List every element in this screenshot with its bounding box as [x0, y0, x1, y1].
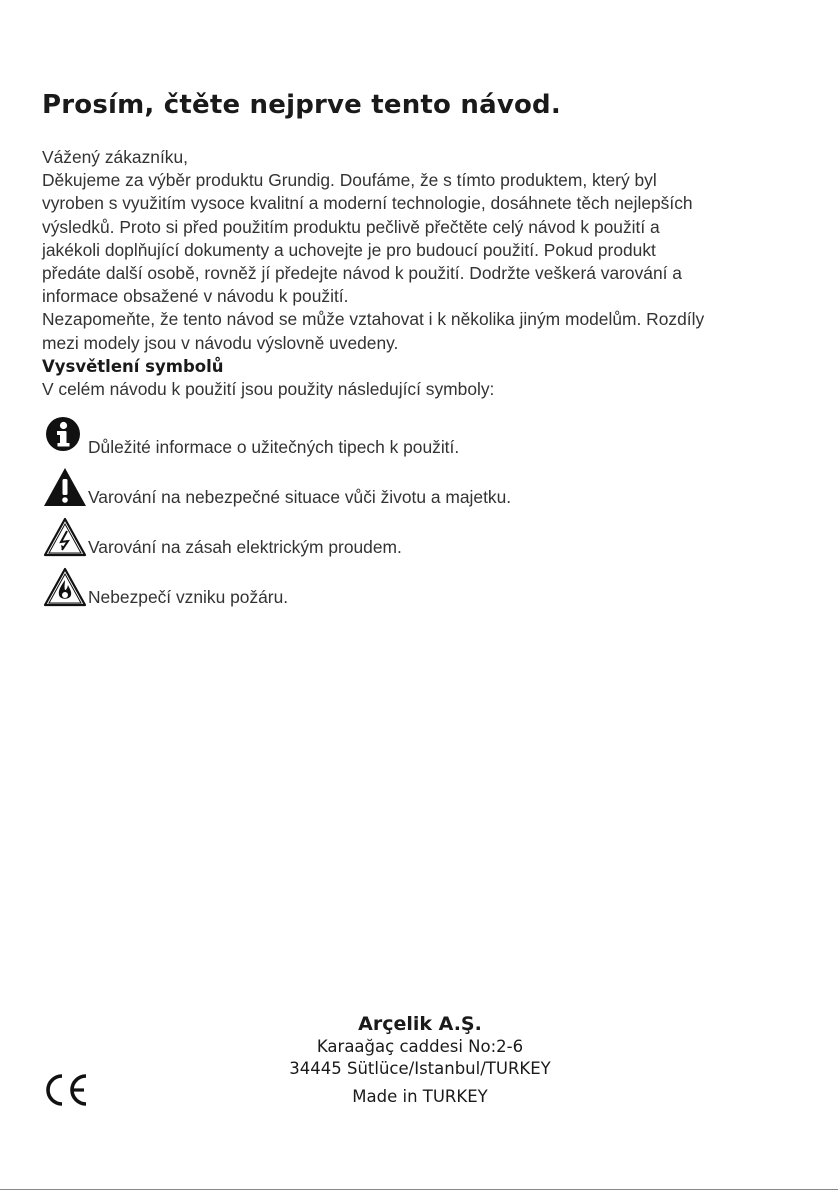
- page-title: Prosím, čtěte nejprve tento návod.: [42, 90, 561, 120]
- electric-shock-icon: [42, 516, 88, 558]
- symbol-row-warning: [42, 466, 511, 508]
- intro-paragraph: [42, 169, 802, 308]
- models-line: Nezapomeňte, že tento návod se může vztahovat i k několika jiným modelům. Rozdíly: [42, 309, 705, 330]
- models-line: mezi modely jsou v návodu výslovně uvedeny.: [42, 332, 399, 353]
- made-in: Made in TURKEY: [352, 1087, 488, 1106]
- symbol-label: Varování na nebezpečné situace vůči životu a majetku.: [88, 487, 512, 507]
- intro-line: předáte další osobě, rovněž jí předejte návod k použití. Dodržte veškerá varování a: [42, 263, 682, 284]
- intro-line: vyroben s využitím vysoce kvalitní a moderní technologie, dosáhnete těch nejlepších: [42, 193, 693, 214]
- symbols-intro: V celém návodu k použití jsou použity následující symboly:: [42, 379, 495, 400]
- intro-line: informace obsažené v návodu k použití.: [42, 286, 349, 307]
- fire-hazard-icon: [42, 566, 88, 608]
- body-text: [42, 146, 802, 401]
- symbol-row-electric: [42, 516, 402, 558]
- symbol-label: Nebezpečí vzniku požáru.: [88, 587, 289, 607]
- intro-line: Děkujeme za výběr produktu Grundig. Doufáme, že s tímto produktem, který byl: [42, 170, 657, 191]
- intro-line: výsledků. Proto si před použitím produktu pečlivě přečtěte celý návod k použití a: [42, 216, 660, 237]
- symbols-heading: Vysvětlení symbolů: [42, 356, 224, 376]
- greeting: Vážený zákazníku,: [42, 147, 188, 167]
- warning-icon: [42, 466, 88, 508]
- symbol-row-fire: [42, 566, 288, 608]
- intro-line: jakékoli doplňující dokumenty a uchovejte je pro budoucí použití. Pokud produkt: [42, 239, 656, 260]
- symbol-row-info: [42, 416, 459, 458]
- ce-mark-icon: [40, 1070, 96, 1110]
- company-name: Arçelik A.Ş.: [358, 1013, 482, 1035]
- symbol-label: Varování na zásah elektrickým proudem.: [88, 537, 402, 557]
- symbol-label: Důležité informace o užitečných tipech k použití.: [88, 437, 460, 457]
- info-icon: [42, 416, 88, 458]
- models-paragraph: [42, 308, 802, 354]
- company-street: Karaağaç caddesi No:2-6: [316, 1037, 524, 1056]
- company-city: 34445 Sütlüce/Istanbul/TURKEY: [289, 1059, 551, 1078]
- page-bottom-rule: [0, 1189, 838, 1190]
- manufacturer-address: [260, 1012, 580, 1108]
